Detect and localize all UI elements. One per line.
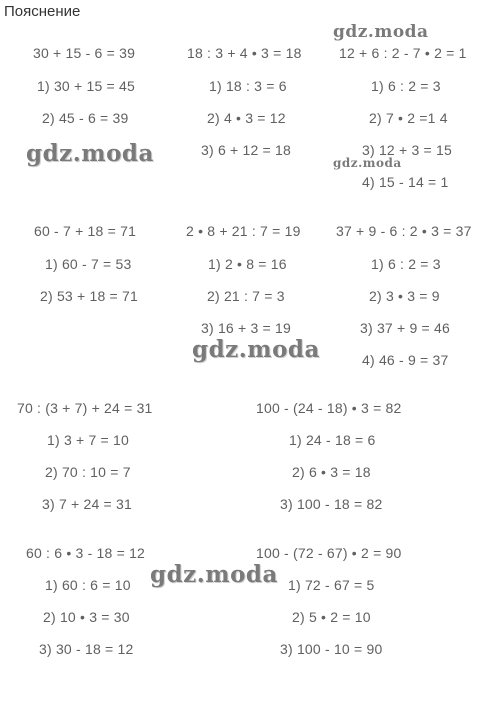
step: 3) 6 + 12 = 18 [201, 142, 291, 158]
step: 1) 18 : 3 = 6 [209, 78, 287, 94]
expression: 12 + 6 : 2 - 7 • 2 = 1 [339, 45, 467, 61]
step: 1) 2 • 8 = 16 [208, 256, 287, 272]
step: 1) 60 : 6 = 10 [45, 577, 131, 593]
expression: 100 - (72 - 67) • 2 = 90 [256, 545, 402, 561]
step: 1) 6 : 2 = 3 [371, 256, 441, 272]
expression: 2 • 8 + 21 : 7 = 19 [186, 223, 301, 239]
step: 1) 60 - 7 = 53 [45, 256, 132, 272]
step: 2) 70 : 10 = 7 [45, 464, 131, 480]
step: 3) 100 - 18 = 82 [280, 496, 383, 512]
watermark: gdz.moda [192, 336, 320, 363]
step: 2) 4 • 3 = 12 [207, 110, 286, 126]
step: 1) 6 : 2 = 3 [371, 78, 441, 94]
step: 3) 100 - 10 = 90 [280, 641, 383, 657]
step: 4) 15 - 14 = 1 [362, 174, 449, 190]
expression: 60 : 6 • 3 - 18 = 12 [26, 545, 146, 561]
watermark: gdz.moda [150, 561, 278, 588]
step: 2) 3 • 3 = 9 [369, 288, 440, 304]
step: 2) 53 + 18 = 71 [40, 288, 138, 304]
step: 4) 46 - 9 = 37 [362, 352, 449, 368]
step: 3) 12 + 3 = 15 [362, 142, 452, 158]
step: 2) 45 - 6 = 39 [42, 110, 129, 126]
step: 2) 10 • 3 = 30 [43, 609, 130, 625]
watermark: gdz.moda [26, 140, 154, 167]
step: 1) 72 - 67 = 5 [288, 577, 375, 593]
watermark: gdz.moda [333, 156, 402, 170]
step: 1) 3 + 7 = 10 [47, 432, 129, 448]
step: 3) 7 + 24 = 31 [42, 496, 132, 512]
expression: 18 : 3 + 4 • 3 = 18 [187, 45, 302, 61]
expression: 30 + 15 - 6 = 39 [33, 45, 136, 61]
step: 2) 7 • 2 =1 4 [369, 110, 448, 126]
page-heading: Пояснение [4, 3, 81, 20]
expression: 37 + 9 - 6 : 2 • 3 = 37 [336, 223, 472, 239]
step: 1) 24 - 18 = 6 [289, 432, 376, 448]
step: 3) 16 + 3 = 19 [201, 320, 291, 336]
expression: 70 : (3 + 7) + 24 = 31 [17, 400, 153, 416]
step: 2) 6 • 3 = 18 [292, 464, 371, 480]
step: 2) 5 • 2 = 10 [292, 609, 371, 625]
expression: 100 - (24 - 18) • 3 = 82 [256, 400, 402, 416]
step: 3) 37 + 9 = 46 [360, 320, 450, 336]
watermark: gdz.moda [333, 22, 429, 42]
step: 3) 30 - 18 = 12 [39, 641, 134, 657]
step: 1) 30 + 15 = 45 [37, 78, 135, 94]
step: 2) 21 : 7 = 3 [207, 288, 285, 304]
expression: 60 - 7 + 18 = 71 [34, 223, 137, 239]
